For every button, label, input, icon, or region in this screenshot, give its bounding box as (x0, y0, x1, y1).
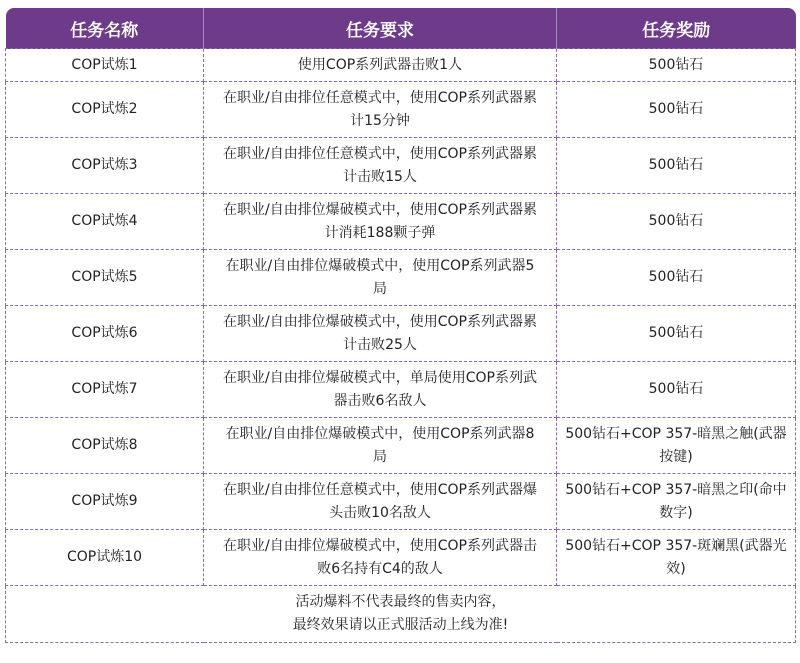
table-row (6, 474, 796, 530)
task-requirement: 在职业/自由排位爆破模式中，使用COP系列武器累计消耗188颗子弹 (204, 194, 557, 250)
task-name: COP试炼3 (6, 138, 204, 194)
task-name: COP试炼1 (6, 49, 204, 82)
task-name: COP试炼5 (6, 250, 204, 306)
header-task-name: 任务名称 (6, 8, 204, 49)
table-row (6, 306, 796, 362)
task-table (5, 8, 796, 643)
table-body (6, 49, 796, 643)
task-reward: 500钻石+COP 357-暗黑之触(武器按键) (557, 418, 796, 474)
table-row (6, 49, 796, 82)
task-name: COP试炼7 (6, 362, 204, 418)
task-requirement: 在职业/自由排位爆破模式中，使用COP系列武器击败6名持有C4的敌人 (204, 530, 557, 586)
task-reward: 500钻石 (557, 49, 796, 82)
task-reward: 500钻石 (557, 194, 796, 250)
table-row (6, 250, 796, 306)
task-requirement: 在职业/自由排位爆破模式中，单局使用COP系列武器击败6名敌人 (204, 362, 557, 418)
task-name: COP试炼6 (6, 306, 204, 362)
task-reward: 500钻石 (557, 306, 796, 362)
table-row (6, 530, 796, 586)
table-row (6, 418, 796, 474)
header-task-requirement: 任务要求 (204, 8, 557, 49)
task-reward: 500钻石 (557, 138, 796, 194)
task-reward: 500钻石 (557, 82, 796, 138)
task-name: COP试炼8 (6, 418, 204, 474)
table-row (6, 82, 796, 138)
task-name: COP试炼4 (6, 194, 204, 250)
task-name: COP试炼2 (6, 82, 204, 138)
task-reward: 500钻石+COP 357-暗黑之印(命中数字) (557, 474, 796, 530)
disclaimer-line-2: 最终效果请以正式服活动上线为准! (292, 617, 509, 633)
header-task-reward: 任务奖励 (557, 8, 796, 49)
disclaimer-line-1: 活动爆料不代表最终的售卖内容， (295, 594, 506, 610)
task-reward: 500钻石 (557, 250, 796, 306)
table-row (6, 138, 796, 194)
task-requirement: 在职业/自由排位任意模式中，使用COP系列武器累计击败15人 (204, 138, 557, 194)
table-row (6, 194, 796, 250)
disclaimer-cell (6, 586, 796, 643)
task-reward: 500钻石+COP 357-斑斓黑(武器光效) (557, 530, 796, 586)
task-requirement: 使用COP系列武器击败1人 (204, 49, 557, 82)
task-reward: 500钻石 (557, 362, 796, 418)
task-name: COP试炼10 (6, 530, 204, 586)
task-requirement: 在职业/自由排位爆破模式中，使用COP系列武器5局 (204, 250, 557, 306)
task-requirement: 在职业/自由排位爆破模式中，使用COP系列武器累计击败25人 (204, 306, 557, 362)
disclaimer-row (6, 586, 796, 643)
task-name: COP试炼9 (6, 474, 204, 530)
task-requirement: 在职业/自由排位任意模式中，使用COP系列武器爆头击败10名敌人 (204, 474, 557, 530)
table-header (6, 8, 796, 49)
table-row (6, 362, 796, 418)
task-requirement: 在职业/自由排位任意模式中，使用COP系列武器累计15分钟 (204, 82, 557, 138)
task-requirement: 在职业/自由排位爆破模式中，使用COP系列武器8局 (204, 418, 557, 474)
